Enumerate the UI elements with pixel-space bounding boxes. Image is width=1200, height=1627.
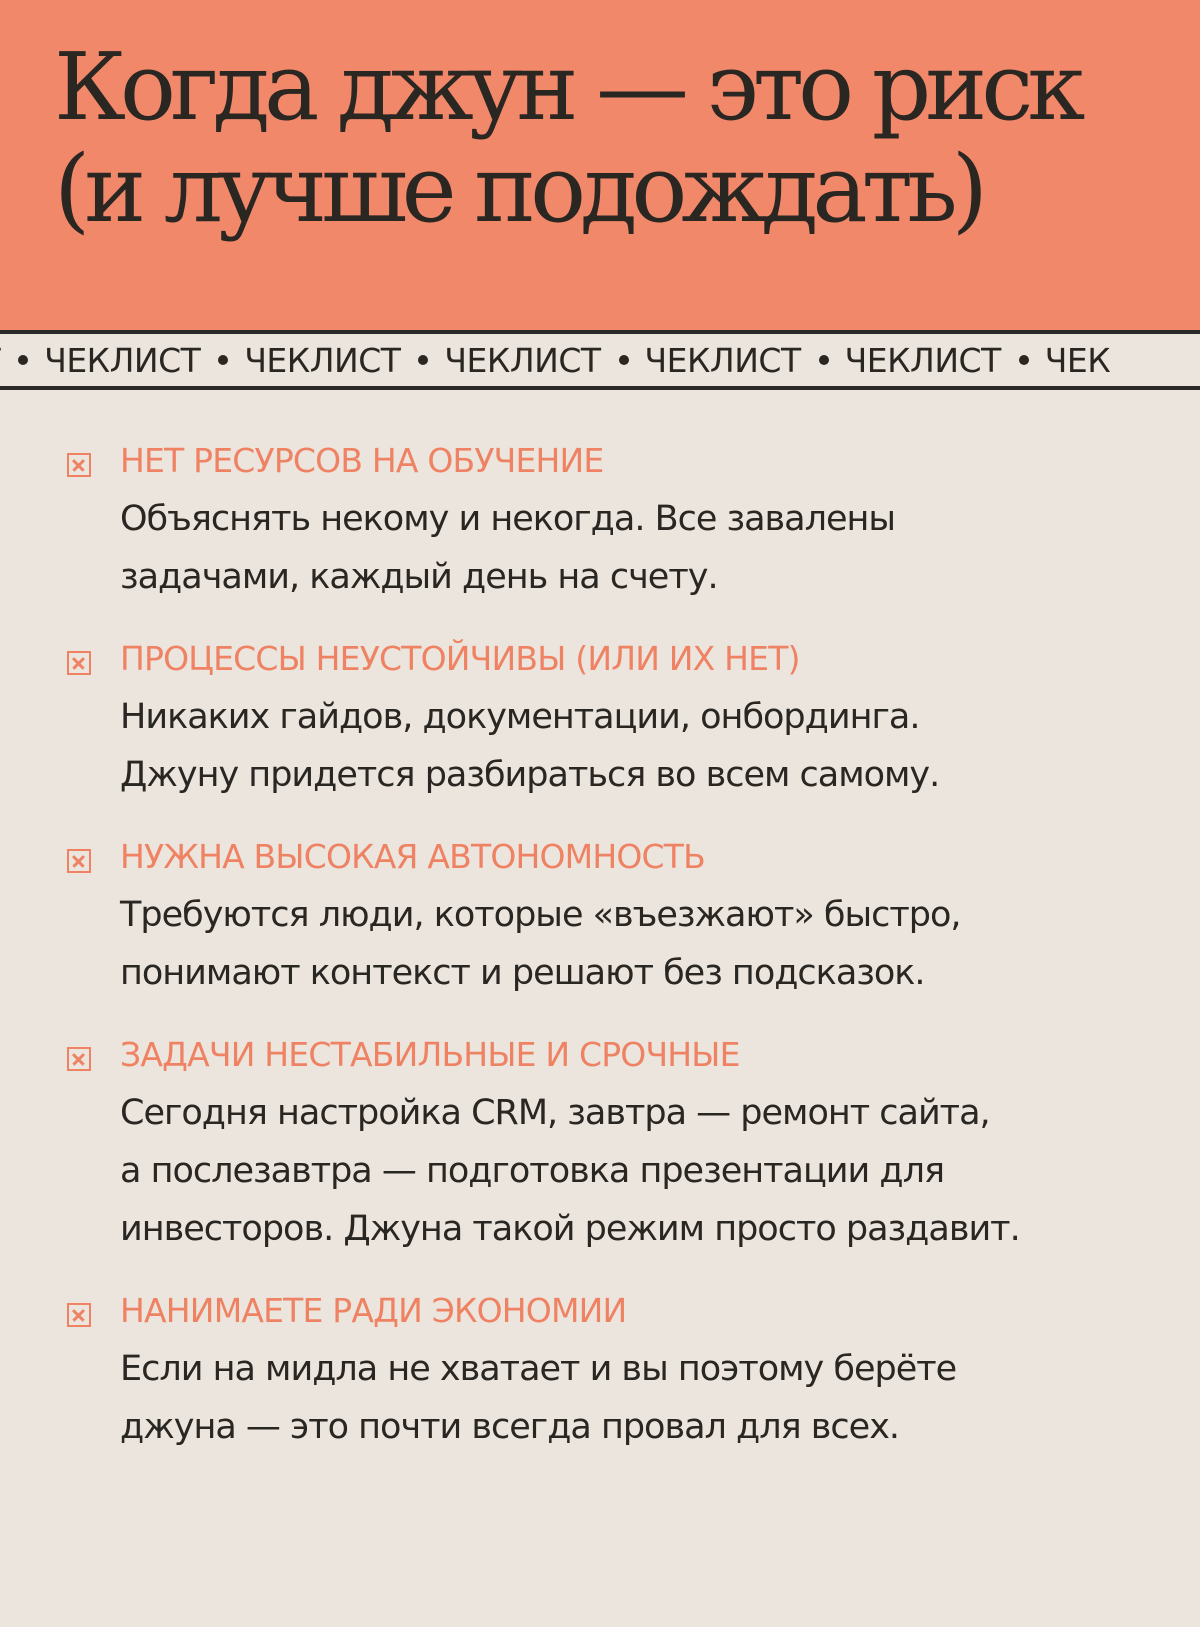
bullet-dot-icon [619,355,629,365]
item-title: НУЖНА ВЫСОКАЯ АВТОНОМНОСТЬ [120,837,705,876]
ticker-word: ЧЕКЛИСТ [844,340,1001,380]
title-line: Когда джун — это риск [54,33,1080,141]
item-title: НАНИМАЕТЕ РАДИ ЭКОНОМИИ [120,1291,627,1330]
bullet-dot-icon [819,355,829,365]
item-description [120,1084,1200,1258]
checklist-item [0,440,1200,606]
item-description [120,886,1200,1002]
item-title: ПРОЦЕССЫ НЕУСТОЙЧИВЫ (ИЛИ ИХ НЕТ) [120,639,800,678]
checklist [0,440,1200,1488]
description-line: Объяснять некому и некогда. Все завалены [120,499,896,539]
checklist-item [0,638,1200,804]
description-line: Сегодня настройка CRM, завтра — ремонт сайта, [120,1093,990,1133]
description-line: а послезавтра — подготовка презентации для [120,1151,945,1191]
bullet-dot-icon [18,355,28,365]
checked-box-icon [67,651,91,675]
title-line: (и лучше подождать) [54,135,983,243]
description-line: понимают контекст и решают без подсказок. [120,953,925,993]
ticker-word: ЧЕКЛИСТ [244,340,401,380]
description-line: джуна — это почти всегда провал для всех. [120,1407,900,1447]
item-title: ЗАДАЧИ НЕСТАБИЛЬНЫЕ И СРОЧНЫЕ [120,1035,740,1074]
ticker-word: ЧЕКЛИСТ [444,340,601,380]
page-title [54,33,1154,243]
checklist-item [0,1034,1200,1258]
header-banner [0,0,1200,330]
ticker-word: ЧЕК [1044,340,1111,380]
checklist-item [0,836,1200,1002]
description-line: Никаких гайдов, документации, онбординга. [120,697,920,737]
description-line: Джуну придется разбираться во всем самому. [120,755,940,795]
bullet-dot-icon [218,355,228,365]
description-line: задачами, каждый день на счету. [120,557,718,597]
description-line: Если на мидла не хватает и вы поэтому берёте [120,1349,957,1389]
bullet-dot-icon [418,355,428,365]
checked-box-icon [67,1303,91,1327]
checked-box-icon [67,1047,91,1071]
ticker-track [0,334,1110,386]
checked-box-icon [67,453,91,477]
ticker-word: ЧЕКЛИСТ [44,340,201,380]
checklist-ticker [0,330,1200,390]
item-title: НЕТ РЕСУРСОВ НА ОБУЧЕНИЕ [120,441,604,480]
item-description [120,490,1200,606]
description-line: инвесторов. Джуна такой режим просто раздавит. [120,1209,1020,1249]
item-description [120,688,1200,804]
ticker-word: ЧЕКЛИСТ [644,340,801,380]
bullet-dot-icon [1019,355,1029,365]
checklist-item [0,1290,1200,1456]
description-line: Требуются люди, которые «въезжают» быстро, [120,895,961,935]
checked-box-icon [67,849,91,873]
item-description [120,1340,1200,1456]
